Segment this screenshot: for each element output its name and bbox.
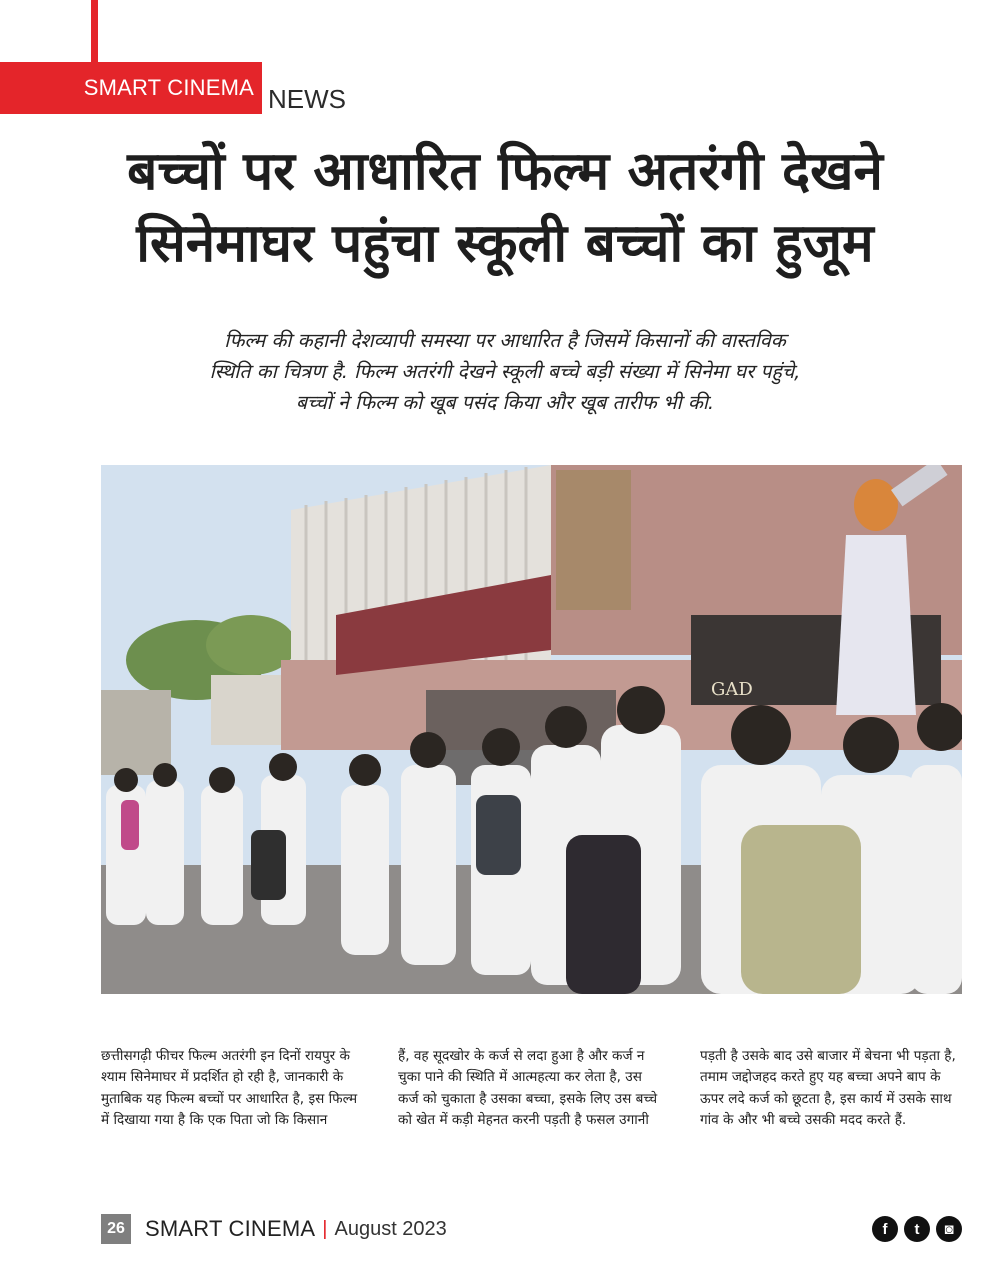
article-headline bbox=[60, 136, 950, 280]
section-tag-label: NEWS bbox=[268, 84, 346, 114]
social-icons bbox=[872, 1216, 962, 1242]
header-red-bar bbox=[91, 0, 98, 62]
deck-line-1: फिल्म की कहानी देशव्यापी समस्या पर आधारित है जिसमें किसानों की वास्तविक bbox=[224, 329, 786, 352]
poster-text: GAD bbox=[711, 679, 753, 700]
article-body-column-2: हैं, वह सूदखोर के कर्ज से लदा हुआ है और कर्ज न चुका पाने की स्थिति में आत्महत्या कर लेता है, उस कर्ज को चुकाता है उसका बच्चा, इसके लिए उस बच्चे को खेत में कड़ी मेहनत करनी पड़ती है फसल उगानी bbox=[398, 1048, 658, 1129]
page-number: 26 bbox=[101, 1214, 131, 1244]
footer-issue-date: August 2023 bbox=[334, 1217, 447, 1240]
headline-line-1: बच्चों पर आधारित फिल्म अतरंगी देखने bbox=[127, 141, 883, 202]
twitter-icon[interactable]: t bbox=[904, 1216, 930, 1242]
deck-line-2: स्थिति का चित्रण है. फिल्म अतरंगी देखने स्कूली बच्चे बड़ी संख्या में सिनेमा घर पहुंचे, bbox=[209, 360, 801, 383]
footer-divider: | bbox=[322, 1217, 328, 1240]
article-deck bbox=[90, 325, 920, 418]
section-tag-brand: SMART CINEMA bbox=[0, 62, 262, 114]
section-tag bbox=[0, 62, 346, 114]
article-photo bbox=[101, 465, 962, 994]
footer-brand: SMART CINEMA bbox=[145, 1216, 316, 1241]
article-body-column-3: पड़ती है उसके बाद उसे बाजार में बेचना भी पड़ता है, तमाम जद्दोजहद करते हुए यह बच्चा अपने बाप के ऊपर लदे कर्ज को छूटता है, इस कार्य में उसके साथ गांव के और भी बच्चे उसकी मदद करते हैं. bbox=[700, 1048, 956, 1129]
article-body-column-1: छत्तीसगढ़ी फीचर फिल्म अतरंगी इन दिनों रायपुर के श्याम सिनेमाघर में प्रदर्शित हो रही है, जानकारी के मुताबिक यह फिल्म बच्चों पर आधारित है, इस फिल्म में दिखाया गया है कि एक पिता जो कि किसान bbox=[101, 1048, 358, 1129]
deck-line-3: बच्चों ने फिल्म को खूब पसंद किया और खूब तारीफ भी की. bbox=[295, 391, 715, 414]
facebook-icon[interactable]: f bbox=[872, 1216, 898, 1242]
instagram-icon[interactable]: ◙ bbox=[936, 1216, 962, 1242]
headline-line-2: सिनेमाघर पहुंचा स्कूली बच्चों का हुजूम bbox=[136, 213, 874, 274]
page-footer bbox=[101, 1210, 962, 1248]
